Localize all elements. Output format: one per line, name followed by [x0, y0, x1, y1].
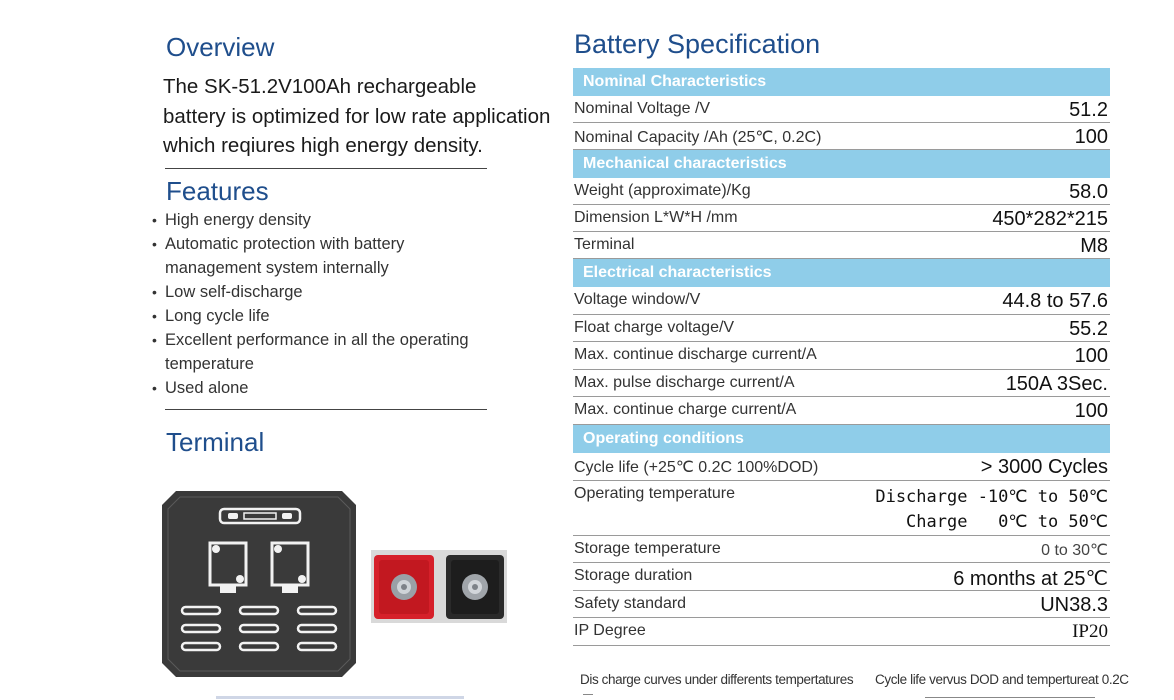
spec-label: Safety standard [574, 594, 687, 612]
chart-edge [583, 694, 593, 700]
section-header: Electrical characteristics [573, 259, 1110, 287]
spec-label: Float charge voltage/V [574, 318, 735, 336]
spec-value: 150A 3Sec. [1005, 372, 1108, 395]
spec-value: 55.2 [1069, 317, 1108, 340]
spec-label: Weight (approximate)/Kg [574, 182, 751, 199]
spec-heading: Battery Specification [574, 29, 821, 59]
spec-value: 100 [1074, 400, 1108, 422]
spec-row [573, 315, 1110, 343]
spec-value: 6 months at 25℃ [953, 568, 1108, 590]
section-header: Operating conditions [573, 425, 1110, 453]
spec-row [573, 96, 1110, 123]
spec-label: Max. pulse discharge current/A [574, 373, 795, 391]
overview-line: which reqiures high energy density. [163, 134, 483, 157]
features-heading: Features [166, 176, 269, 206]
divider [216, 696, 464, 699]
features-list [152, 208, 492, 400]
overview-text [163, 72, 563, 161]
spec-label: Cycle life (+25℃ 0.2C 100%DOD) [574, 458, 819, 476]
spec-row [573, 591, 1110, 619]
spec-row [573, 481, 1110, 536]
spec-row [573, 205, 1110, 232]
spec-label: Voltage window/V [574, 291, 701, 308]
overview-heading: Overview [166, 32, 275, 62]
overview-line: battery is optimized for low rate application [163, 104, 551, 128]
battery-top-diagram [162, 491, 356, 677]
spec-row [573, 536, 1110, 564]
feature-item: • Excellent performance in all the operating temperature [152, 328, 492, 376]
spec-label: Nominal Capacity /Ah (25℃, 0.2C) [574, 129, 822, 146]
spec-value: 44.8 to 57.6 [1002, 290, 1108, 312]
spec-value: 100 [1074, 126, 1108, 148]
spec-value: > 3000 Cycles [980, 455, 1108, 478]
spec-label: Max. continue discharge current/A [574, 346, 817, 363]
feature-item: • Long cycle life [152, 304, 492, 328]
spec-label: Storage duration [574, 567, 693, 584]
spec-row [573, 618, 1110, 646]
spec-value: IP20 [1072, 621, 1108, 642]
feature-item: • Automatic protection with battery management system internally [152, 232, 492, 280]
spec-label: Storage temperature [574, 539, 721, 557]
spec-row [573, 370, 1110, 398]
spec-label: Terminal [574, 236, 635, 253]
spec-label: Max. continue charge current/A [574, 401, 797, 418]
spec-value: 0 to 30℃ [1041, 541, 1108, 559]
spec-row [573, 287, 1110, 315]
spec-value: 450*282*215 [992, 208, 1108, 230]
divider [165, 409, 487, 410]
section-header: Nominal Characteristics [573, 68, 1110, 96]
spec-row [573, 397, 1110, 425]
spec-label: Dimension L*W*H /mm [574, 209, 738, 226]
divider [165, 168, 487, 169]
spec-label: IP Degree [574, 622, 646, 639]
spec-row [573, 123, 1110, 150]
spec-value: 51.2 [1069, 99, 1108, 121]
spec-value: Discharge -10℃ to 50℃ Charge 0℃ to 50℃ [875, 486, 1108, 532]
spec-row [573, 178, 1110, 205]
spec-row [573, 232, 1110, 259]
feature-item: • High energy density [152, 208, 492, 232]
chart-caption-discharge: Dis charge curves under differents tempertatures [580, 672, 854, 687]
spec-value: 100 [1074, 345, 1108, 367]
spec-row [573, 563, 1110, 591]
overview-line: The SK-51.2V100Ah rechargeable [163, 75, 477, 98]
feature-item: • Used alone [152, 376, 492, 400]
section-header: Mechanical characteristics [573, 150, 1110, 178]
spec-value: M8 [1080, 235, 1108, 257]
terminal-heading: Terminal [166, 427, 265, 457]
terminal-photo [371, 550, 507, 623]
spec-value: 58.0 [1069, 181, 1108, 203]
feature-item: • Low self-discharge [152, 280, 492, 304]
chart-caption-cycle-life: Cycle life vervus DOD and tempertureat 0.2C [875, 672, 1129, 687]
spec-row [573, 342, 1110, 370]
spec-label: Operating temperature [574, 484, 735, 502]
spec-row [573, 453, 1110, 481]
spec-table [573, 68, 1110, 646]
spec-label: Nominal Voltage /V [574, 100, 711, 117]
spec-value: UN38.3 [1040, 593, 1108, 616]
